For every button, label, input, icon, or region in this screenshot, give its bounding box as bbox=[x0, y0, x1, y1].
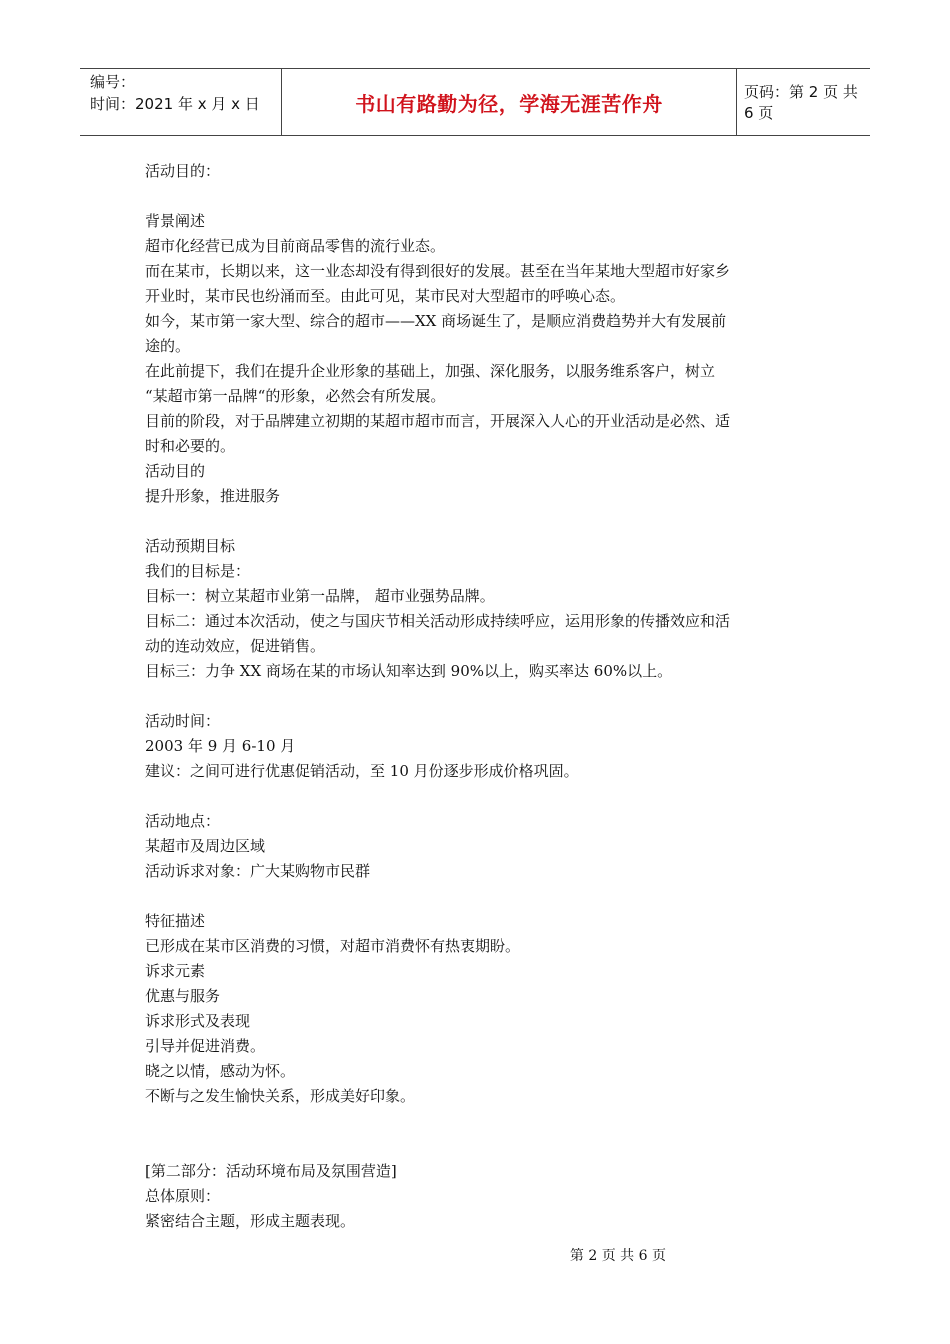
blank-line bbox=[145, 184, 815, 209]
body-line: 提升形象，推进服务 bbox=[145, 487, 281, 505]
body-line: 目标一：树立某超市业第一品牌， 超市业强势品牌。 bbox=[145, 587, 495, 605]
header-motto: 书山有路勤为径，学海无涯苦作舟 bbox=[355, 91, 663, 116]
page-footer: 第 2 页 共 6 页 bbox=[569, 1248, 666, 1264]
body-line: 目标二：通过本次活动，使之与国庆节相关活动形成持续呼应，运用形象的传播效应和活 bbox=[145, 612, 731, 630]
body-line: 已形成在某市区消费的习惯，对超市消费怀有热衷期盼。 bbox=[145, 937, 521, 955]
body-line: 我们的目标是： bbox=[145, 562, 251, 580]
page-header bbox=[80, 68, 870, 136]
body-line: 引导并促进消费。 bbox=[145, 1037, 266, 1055]
body-line: 活动预期目标 bbox=[145, 537, 236, 555]
header-motto-cell bbox=[282, 69, 737, 135]
blank-line bbox=[145, 1134, 815, 1159]
body-line: 紧密结合主题，形成主题表现。 bbox=[145, 1212, 356, 1230]
body-line: 背景阐述 bbox=[145, 212, 206, 230]
body-line: 特征描述 bbox=[145, 912, 206, 930]
body-line: 活动目的： bbox=[145, 162, 221, 180]
body-line: 时和必要的。 bbox=[145, 437, 236, 455]
blank-line bbox=[145, 509, 815, 534]
blank-line bbox=[145, 1109, 815, 1134]
body-line: 晓之以情，感动为怀。 bbox=[145, 1062, 296, 1080]
body-line: 如今，某市第一家大型、综合的超市——XX 商场诞生了，是顺应消费趋势并大有发展前 bbox=[145, 312, 727, 330]
body-line: 活动目的 bbox=[145, 462, 206, 480]
body-line: 动的连动效应，促进销售。 bbox=[145, 637, 326, 655]
document-date: 时间：2021 年 x 月 x 日 bbox=[90, 95, 260, 113]
body-line: 不断与之发生愉快关系，形成美好印象。 bbox=[145, 1087, 416, 1105]
body-line: 总体原则： bbox=[145, 1187, 221, 1205]
body-line: 途的。 bbox=[145, 337, 191, 355]
document-body bbox=[145, 159, 815, 1234]
header-left-cell bbox=[80, 69, 282, 135]
document-number: 编号： bbox=[90, 73, 136, 91]
body-line: 超市化经营已成为目前商品零售的流行业态。 bbox=[145, 237, 446, 255]
body-line: 建议：之间可进行优惠促销活动，至 10 月份逐步形成价格巩固。 bbox=[145, 762, 579, 780]
blank-line bbox=[145, 684, 815, 709]
blank-line bbox=[145, 784, 815, 809]
body-line: 某超市及周边区域 bbox=[145, 837, 266, 855]
blank-line bbox=[145, 884, 815, 909]
body-line: 活动地点： bbox=[145, 812, 221, 830]
body-line: 2003 年 9 月 6-10 月 bbox=[145, 737, 296, 755]
header-page-cell bbox=[736, 69, 870, 135]
body-line: 在此前提下，我们在提升企业形象的基础上，加强、深化服务，以服务维系客户，树立 bbox=[145, 362, 716, 380]
body-line: 目标三：力争 XX 商场在某的市场认知率达到 90%以上，购买率达 60%以上。 bbox=[145, 662, 673, 680]
body-line: 而在某市，长期以来，这一业态却没有得到很好的发展。甚至在当年某地大型超市好家乡 bbox=[145, 262, 731, 280]
body-line: 诉求元素 bbox=[145, 962, 206, 980]
body-line: “某超市第一品牌“的形象，必然会有所发展。 bbox=[145, 387, 446, 405]
body-line: 活动时间： bbox=[145, 712, 221, 730]
body-line: 优惠与服务 bbox=[145, 987, 221, 1005]
body-line: 诉求形式及表现 bbox=[145, 1012, 251, 1030]
body-line: [第二部分：活动环境布局及氛围营造] bbox=[145, 1162, 397, 1180]
header-page-info: 页码：第 2 页 共 6 页 bbox=[744, 83, 858, 122]
body-line: 活动诉求对象：广大某购物市民群 bbox=[145, 862, 371, 880]
body-line: 开业时，某市民也纷涌而至。由此可见，某市民对大型超市的呼唤心态。 bbox=[145, 287, 626, 305]
body-line: 目前的阶段，对于品牌建立初期的某超市超市而言，开展深入人心的开业活动是必然、适 bbox=[145, 412, 731, 430]
